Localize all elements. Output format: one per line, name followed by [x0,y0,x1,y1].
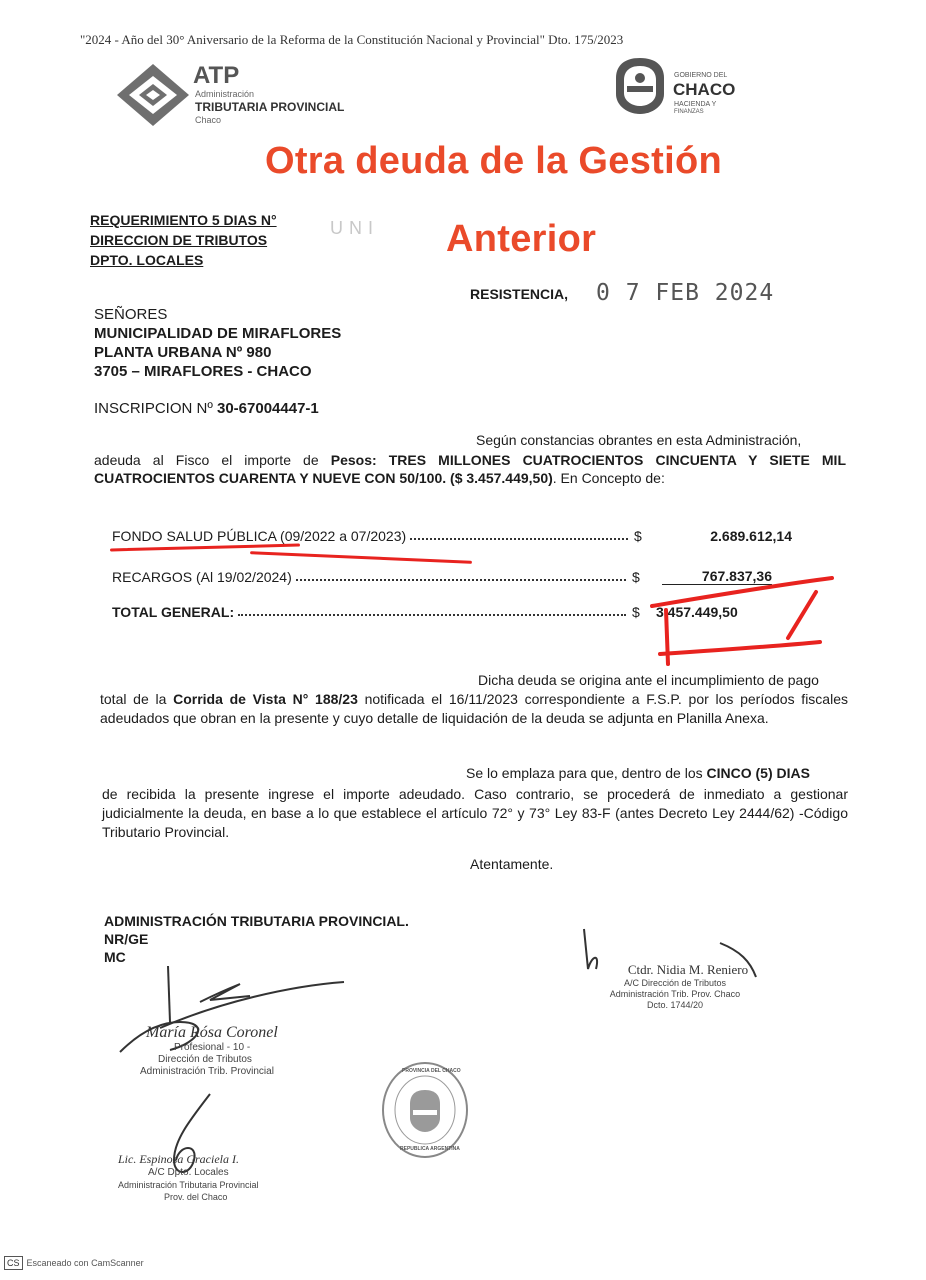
summons-bold: CINCO (5) DIAS [706,765,810,781]
item-1-amount: 2.689.612,14 [710,528,792,544]
debt-pre: adeuda al Fisco el importe de [94,452,331,468]
signature-1 [140,1024,326,1078]
inscription-label: INSCRIPCION Nº [94,400,213,417]
seal-top-text: PROVINCIA DEL CHACO [402,1068,461,1074]
debt-bold: Pesos: TRES MILLONES CUATROCIENTOS CINCUENTA Y SIETE MIL CUATROCIENTOS CUARENTA Y NUEVE CON 50/100. ($ 3.457.449,50) [94,452,846,486]
signature-2-line1: A/C Dirección de Tributos [623,978,727,988]
reference-block [90,210,277,270]
red-underline-1 [110,544,300,552]
seal-bottom-text: REPUBLICA ARGENTINA [400,1146,460,1152]
chaco-line3: HACIENDA Y [674,101,717,108]
item-2-label: RECARGOS (Al 19/02/2024) [112,569,292,585]
signature-1-line3: Administración Trib. Provincial [140,1066,274,1077]
seal-emblem-icon [380,1060,470,1160]
date-stamp: 0 7 FEB 2024 [596,280,775,306]
red-underline-2 [250,551,472,564]
signature-1-line1: Profesional - 10 - [174,1042,251,1053]
signature-2-line3: Dcto. 1744/20 [646,1000,704,1010]
atp-logo [115,62,375,130]
signature-3-line3: Prov. del Chaco [164,1192,228,1202]
signature-2-name: Ctdr. Nidia M. Reniero [627,962,749,977]
signature-2 [580,962,770,1011]
signature-1-name: María Rósa Coronel [146,1024,278,1041]
annotation-line1: Otra deuda de la Gestión [265,140,722,182]
inscription [94,400,319,417]
origin-paragraph [100,690,848,728]
chaco-line2: CHACO [673,80,736,99]
recipient-line2: PLANTA URBANA Nº 980 [94,344,272,361]
sender-block [104,912,409,966]
atp-diamond-icon [115,62,191,128]
item-row-1 [112,528,792,544]
item-2-dots [296,579,626,581]
official-seal [380,1060,470,1160]
signature-3-line1: A/C Dpto. Locales [148,1167,229,1178]
origin-post: notificada el 16/11/2023 correspondiente a F.S.P. por los períodos fiscales adeudados que obran en la presente y cuyo detalle de liquidación de la deuda se adjunta en Planilla Anexa. [100,691,848,726]
recipient-line1: MUNICIPALIDAD DE MIRAFLORES [94,325,342,342]
chaco-line1: GOBIERNO DEL [674,72,728,79]
total-currency: $ [632,604,640,620]
origin-pre: total de la [100,691,174,707]
item-2-amount: 767.837,36 [662,568,772,585]
sender-ref2: MC [104,949,126,965]
recipient-salutation: SEÑORES [94,306,168,323]
signature-3-line2: Administración Tributaria Provincial [118,1180,259,1190]
signature-3 [118,1152,318,1203]
summons-indent [466,765,810,781]
reference-line1: REQUERIMIENTO 5 DIAS N° [90,212,277,228]
sender-ref1: NR/GE [104,931,149,947]
date-place: RESISTENCIA, [470,286,569,302]
inscription-number: 30-67004447-1 [217,400,319,417]
footer-text: Escaneado con CamScanner [26,1258,144,1268]
summons-paragraph: de recibida la presente ingrese el importe adeudado. Caso contrario, se procederá de inmediato a gestionar judicialmente la deuda, en base a lo que establece el artículo 72° y 73° Ley 83-F (antes Decreto Ley 2444/62) -Código Tributario Provincial. [102,786,848,840]
body-intro: Según constancias obrantes en esta Administración, [476,432,802,448]
recipient-block [94,305,341,381]
camscanner-badge: CS [4,1256,23,1270]
decree-line: "2024 - Año del 30° Aniversario de la Reforma de la Constitución Nacional y Provincial" Dto. 175/2023 [80,32,624,47]
atp-line1: Administración [195,89,255,99]
footer [4,1256,144,1270]
atp-line3: Chaco [195,115,222,125]
red-total-mark [640,570,840,670]
origin-indent: Dicha deuda se origina ante el incumplimiento de pago [478,672,819,688]
chaco-shield-icon [612,56,668,116]
item-2-currency: $ [632,569,640,585]
signature-3-name: Lic. Espinosa Graciela I. [118,1152,239,1166]
reference-line2: DIRECCION DE TRIBUTOS [90,232,268,248]
annotation-line2: Anterior [446,218,597,260]
signature-2-line2: Administración Trib. Prov. Chaco [609,989,741,999]
chaco-logo [612,56,762,120]
atp-acronym: ATP [193,62,240,89]
signature-1-line2: Dirección de Tributos [158,1054,252,1065]
sender-name: ADMINISTRACIÓN TRIBUTARIA PROVINCIAL. [104,913,409,929]
total-dots [238,614,626,616]
closing: Atentamente. [470,856,554,872]
item-1-dots [410,538,628,540]
summons-pre: Se lo emplaza para que, dentro de los [466,765,707,781]
reference-line3: DPTO. LOCALES [90,252,204,268]
atp-line2: TRIBUTARIA PROVINCIAL [195,100,345,114]
total-amount: 3.457.449,50 [656,604,738,620]
item-1-currency: $ [634,528,642,544]
chaco-line4: FINANZAS [674,109,704,115]
debt-post: . En Concepto de: [552,470,665,486]
total-label: TOTAL GENERAL: [112,604,235,620]
body-debt [94,451,846,487]
recipient-line3: 3705 – MIRAFLORES - CHACO [94,363,312,380]
item-1-label: FONDO SALUD PÚBLICA (09/2022 a 07/2023) [112,528,407,544]
origin-bold: Corrida de Vista N° 188/23 [173,691,358,707]
reference-stamp: UNI [330,218,379,238]
